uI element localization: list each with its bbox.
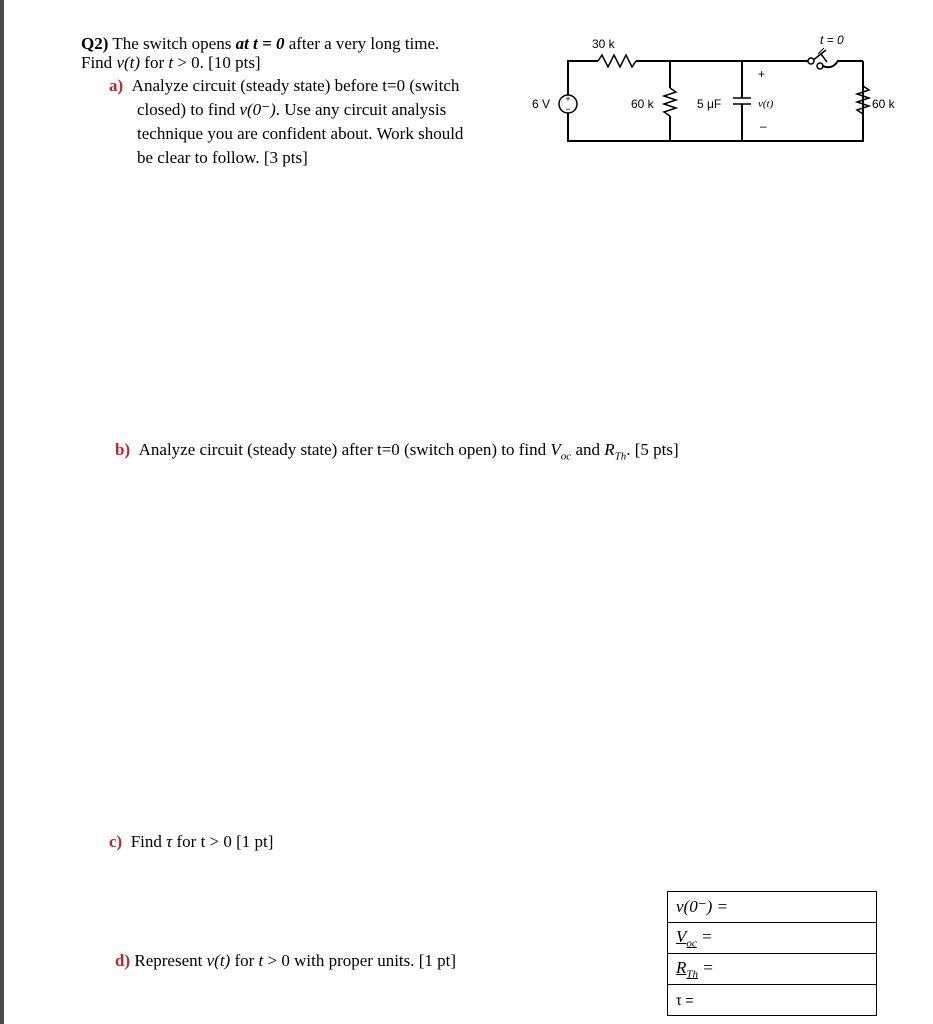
question-line2: Find v(t) for t > 0. [10 pts] bbox=[81, 53, 261, 72]
label-vt: v(t) bbox=[758, 98, 774, 110]
question-header: Q2) The switch opens at t = 0 after a very long time. bbox=[81, 34, 440, 53]
answer-rth[interactable]: $R_{Th}$ = bbox=[668, 954, 877, 985]
label-minus: – bbox=[760, 119, 767, 133]
label-plus: + bbox=[758, 67, 766, 81]
resistor-30k bbox=[598, 55, 636, 67]
part-a-line1: a) Analyze circuit (steady state) before t=0 (switch bbox=[109, 76, 460, 95]
part-a-line4: be clear to follow. [3 pts] bbox=[137, 148, 308, 167]
label-60k-mid: 60 k bbox=[631, 97, 654, 111]
table-row bbox=[668, 954, 877, 985]
answer-v0[interactable]: v(0⁻) = bbox=[668, 892, 877, 923]
label-60k-right: 60 k bbox=[872, 97, 895, 111]
svg-text:−: − bbox=[565, 104, 571, 114]
part-b: b) Analyze circuit (steady state) after t=0 (switch open) to find $V_{oc}$ and $R_{Th}$. [5 pts] bbox=[115, 440, 679, 463]
page-edge bbox=[0, 0, 4, 1024]
label-30k: 30 k bbox=[592, 37, 615, 51]
table-row bbox=[668, 892, 877, 923]
answer-tau[interactable]: τ = bbox=[668, 985, 877, 1016]
label-switch: t = 0 bbox=[820, 33, 844, 47]
part-a-line2: closed) to find v(0⁻). Use any circuit analysis bbox=[137, 100, 447, 119]
answer-voc[interactable]: $V_{oc}$ = bbox=[668, 923, 877, 954]
label-source: 6 V bbox=[532, 97, 551, 111]
part-a-line3: technique you are confident about. Work should bbox=[137, 124, 464, 143]
svg-text:+: + bbox=[565, 94, 571, 104]
table-row bbox=[668, 985, 877, 1016]
circuit-diagram bbox=[520, 28, 900, 153]
table-row bbox=[668, 923, 877, 954]
label-cap: 5 μF bbox=[697, 97, 722, 111]
resistor-60k-mid bbox=[664, 88, 676, 116]
part-c: c) Find τ for t > 0 [1 pt] bbox=[109, 832, 274, 851]
wire-left-top bbox=[568, 61, 598, 98]
part-d: d) Represent v(t) for t > 0 with proper units. [1 pt] bbox=[115, 951, 457, 970]
answer-table bbox=[667, 891, 877, 1016]
